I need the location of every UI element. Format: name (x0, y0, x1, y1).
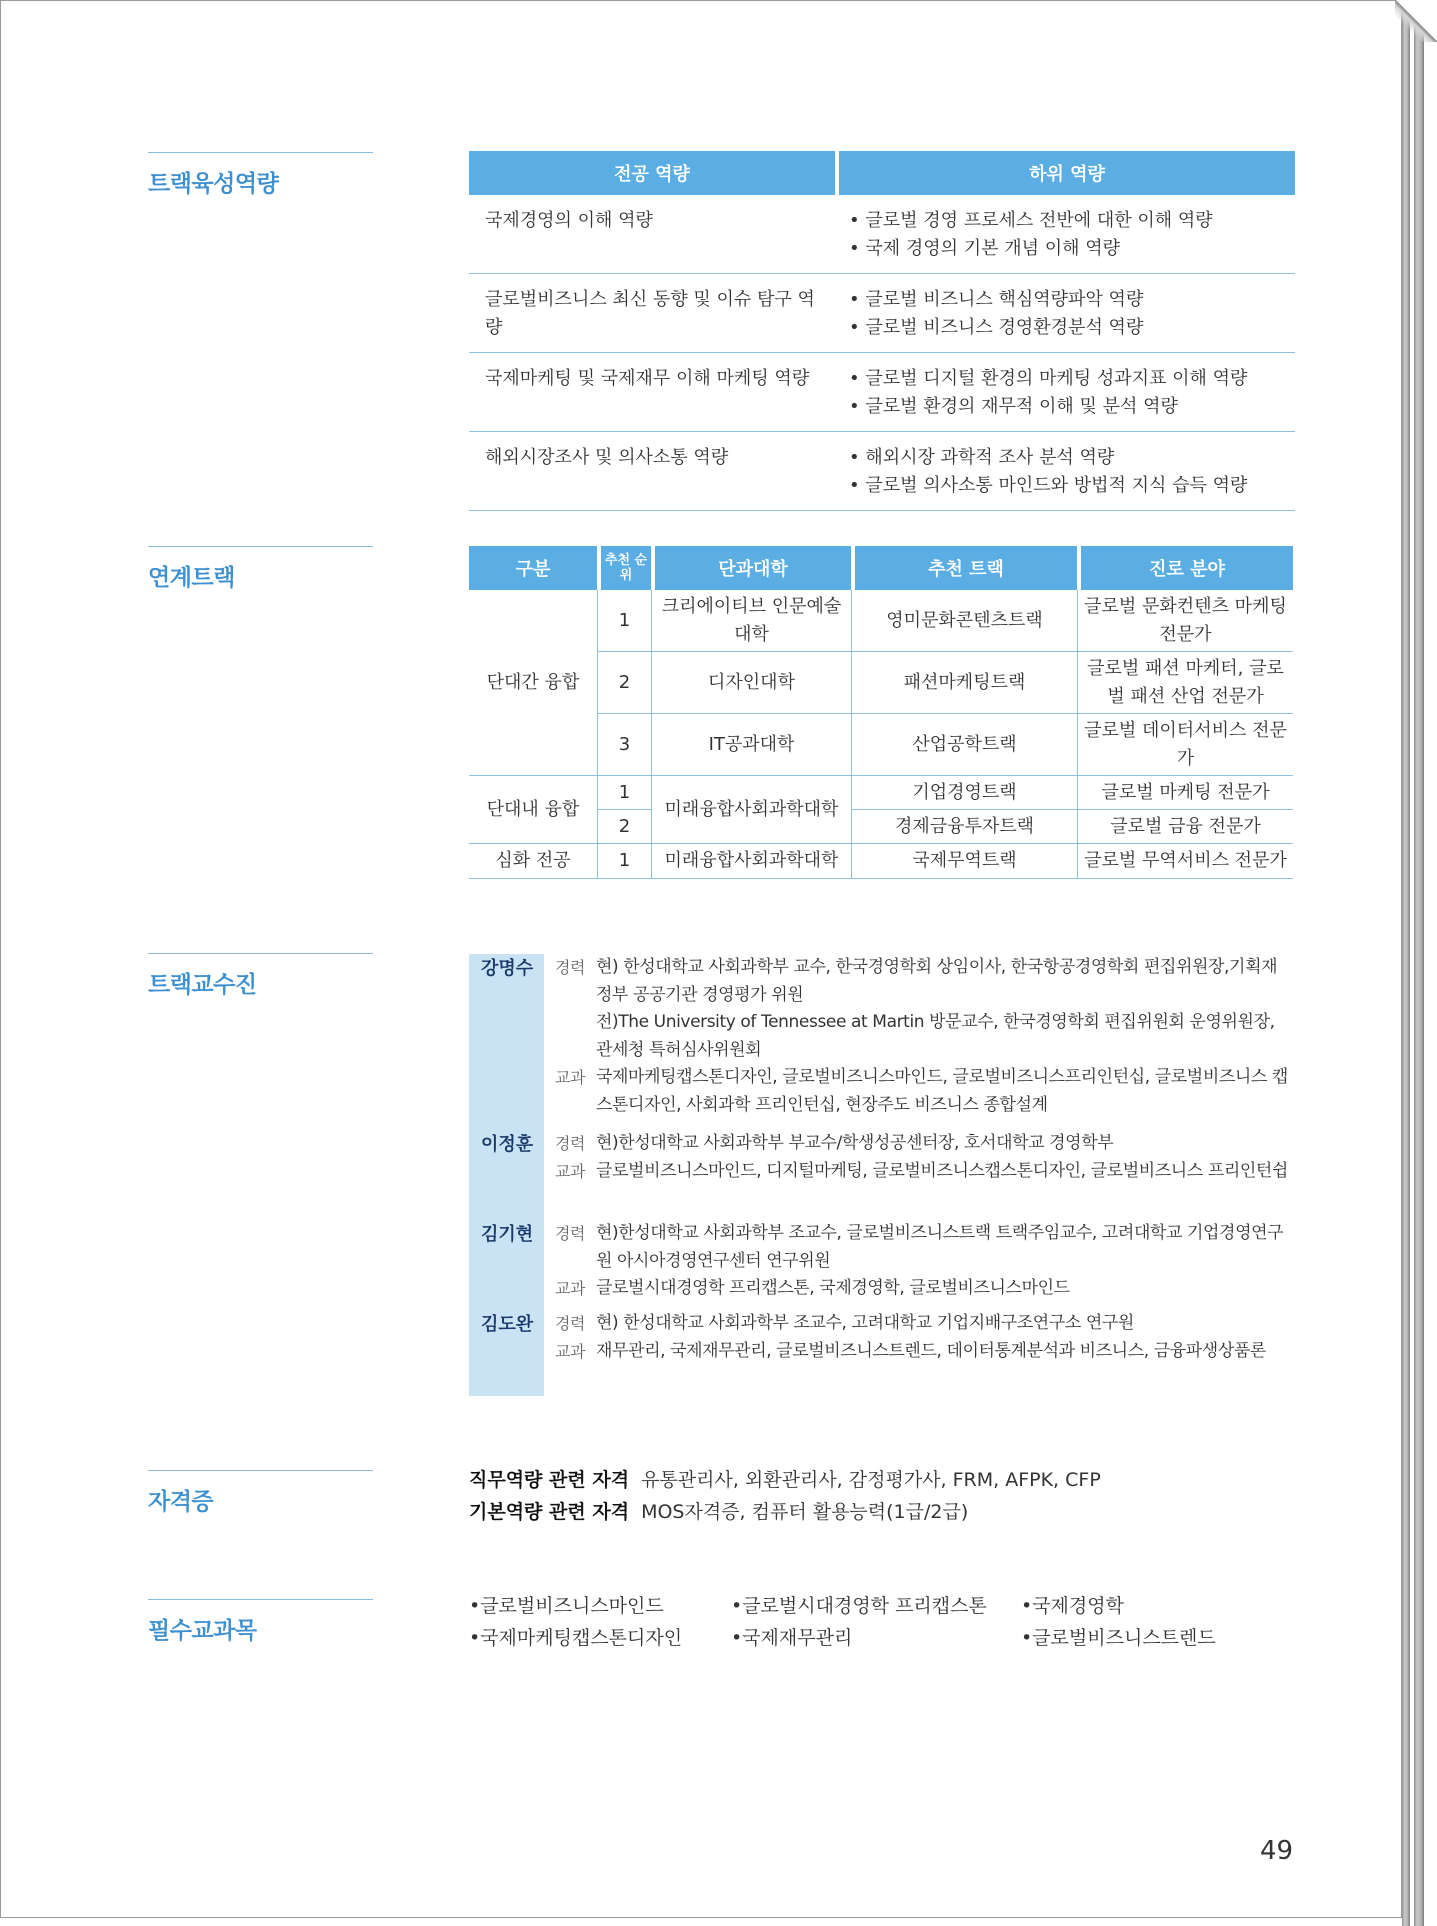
rank-cell: 1 (597, 844, 651, 879)
required-course: •글로벌비즈니스트렌드 (1021, 1627, 1216, 1649)
linked-track-table (469, 546, 1293, 879)
rank-cell: 3 (597, 714, 651, 776)
sub-competencies (839, 353, 1295, 432)
certificate-row (469, 1496, 1101, 1528)
certificate-value: MOS자격증, 컴퓨터 활용능력(1급/2급) (641, 1501, 969, 1523)
group-cell: 단대간 융합 (469, 590, 597, 776)
career-text: 현) 한성대학교 사회과학부 조교수, 고려대학교 기업지배구조연구소 연구원 (596, 1313, 1134, 1333)
section-label-competency: 트랙육성역량 (148, 152, 373, 198)
course-text: 재무관리, 국제재무관리, 글로벌비즈니스트렌드, 데이터통계분석과 비즈니스, 금융파생상품론 (596, 1340, 1266, 1361)
required-course: •국제마케팅캡스톤디자인 (469, 1627, 683, 1649)
section-label-certificates: 자격증 (148, 1470, 373, 1516)
college-cell: 디자인대학 (651, 652, 851, 714)
page-edge (1402, 0, 1410, 1926)
major-competency: 해외시장조사 및 의사소통 역량 (469, 432, 839, 511)
required-course: •국제재무관리 (731, 1627, 853, 1649)
page-corner (1395, 0, 1437, 42)
professor-entry (469, 1220, 1289, 1303)
table-header: 구분 (469, 546, 597, 590)
certificate-list (469, 1464, 1101, 1528)
sub-competencies (839, 432, 1295, 511)
career-cell: 글로벌 마케팅 전문가 (1077, 776, 1293, 810)
sub-competency: • 글로벌 비즈니스 핵심역량파악 역량 (849, 286, 1283, 314)
course-tag: 교과 (555, 1279, 586, 1298)
section-label-professors: 트랙교수진 (148, 953, 373, 999)
table-row (469, 432, 1295, 511)
course-text: 국제마케팅캡스톤디자인, 글로벌비즈니스마인드, 글로벌비즈니스프리인턴십, 글로벌비즈니스 캡스톤디자인, 사회과학 프리인턴십, 현장주도 비즈니스 종합설계 (596, 1067, 1288, 1115)
college-cell: 미래융합사회과학대학 (651, 776, 851, 844)
sub-competency: • 글로벌 경영 프로세스 전반에 대한 이해 역량 (849, 207, 1283, 235)
certificate-label: 직무역량 관련 자격 (469, 1469, 630, 1491)
page-number: 49 (1260, 1836, 1294, 1866)
college-cell: 크리에이티브 인문예술대학 (651, 590, 851, 652)
career-tag: 경력 (555, 1224, 586, 1243)
table-row (469, 776, 1293, 810)
table-header: 진로 분야 (1077, 546, 1293, 590)
professor-name: 김도완 (481, 1314, 534, 1335)
certificate-label: 기본역량 관련 자격 (469, 1501, 630, 1523)
career-text: 현)한성대학교 사회과학부 조교수, 글로벌비즈니스트랙 트랙주임교수, 고려대학교 기업경영연구원 아시아경영연구센터 연구위원 (596, 1223, 1284, 1271)
course-tag: 교과 (555, 1068, 586, 1087)
sub-competency: • 국제 경영의 기본 개념 이해 역량 (849, 235, 1283, 263)
sub-competency: • 글로벌 비즈니스 경영환경분석 역량 (849, 314, 1283, 342)
rank-cell: 2 (597, 810, 651, 844)
course-text: 글로벌비즈니스마인드, 디지털마케팅, 글로벌비즈니스캡스톤디자인, 글로벌비즈니스 프리인턴쉽 (596, 1160, 1288, 1181)
table-row (469, 353, 1295, 432)
section-label-required: 필수교과목 (148, 1599, 373, 1645)
career-cell: 글로벌 패션 마케터, 글로벌 패션 산업 전문가 (1077, 652, 1293, 714)
sub-competencies (839, 274, 1295, 353)
major-competency: 글로벌비즈니스 최신 동향 및 이슈 탐구 역량 (469, 274, 839, 353)
table-header: 하위 역량 (839, 151, 1295, 195)
required-course: •국제경영학 (1021, 1595, 1124, 1617)
table-header: 추천 순위 (597, 546, 651, 590)
table-header: 단과대학 (651, 546, 851, 590)
college-cell: IT공과대학 (651, 714, 851, 776)
career-tag: 경력 (555, 958, 586, 977)
table-header: 추천 트랙 (851, 546, 1077, 590)
career-cell: 글로벌 데이터서비스 전문가 (1077, 714, 1293, 776)
sub-competencies (839, 195, 1295, 274)
table-row (469, 590, 1293, 652)
career-cell: 글로벌 문화컨텐츠 마케팅 전문가 (1077, 590, 1293, 652)
table-row (469, 195, 1295, 274)
career-text: 현)한성대학교 사회과학부 부교수/학생성공센터장, 호서대학교 경영학부 (596, 1133, 1114, 1153)
section-label-linked: 연계트랙 (148, 546, 373, 592)
career-tag: 경력 (555, 1314, 586, 1333)
college-cell: 미래융합사회과학대학 (651, 844, 851, 879)
career-cell: 글로벌 금융 전문가 (1077, 810, 1293, 844)
track-cell: 패션마케팅트랙 (851, 652, 1077, 714)
career-text: 전)The University of Tennessee at Martin 방문교수, 한국경영학회 편집위원회 운영위원장, 관세청 특허심사위원회 (596, 1012, 1275, 1060)
professor-name: 강명수 (481, 958, 534, 979)
rank-cell: 2 (597, 652, 651, 714)
rank-cell: 1 (597, 776, 651, 810)
sub-competency: • 글로벌 디지털 환경의 마케팅 성과지표 이해 역량 (849, 365, 1283, 393)
track-cell: 기업경영트랙 (851, 776, 1077, 810)
career-text: 현) 한성대학교 사회과학부 교수, 한국경영학회 상임이사, 한국항공경영학회 편집위원장,기획재정부 공공기관 경영평가 위원 (596, 957, 1278, 1005)
certificate-value: 유통관리사, 외환관리사, 감정평가사, FRM, AFPK, CFP (641, 1469, 1101, 1491)
sub-competency: • 글로벌 환경의 재무적 이해 및 분석 역량 (849, 393, 1283, 421)
professor-name: 이정훈 (481, 1134, 534, 1155)
course-tag: 교과 (555, 1161, 586, 1181)
professor-entry (469, 1310, 1289, 1365)
track-cell: 국제무역트랙 (851, 844, 1077, 879)
table-header: 전공 역량 (469, 151, 839, 195)
major-competency: 국제마케팅 및 국제재무 이해 마케팅 역량 (469, 353, 839, 432)
group-cell: 단대내 융합 (469, 776, 597, 844)
professor-entry (469, 1130, 1289, 1185)
track-cell: 경제금융투자트랙 (851, 810, 1077, 844)
professor-list (469, 954, 1289, 1396)
professor-entry (469, 954, 1289, 1119)
required-course: •글로벌시대경영학 프리캡스톤 (731, 1595, 987, 1617)
certificate-row (469, 1464, 1101, 1496)
professor-name: 김기현 (481, 1224, 534, 1245)
major-competency: 국제경영의 이해 역량 (469, 195, 839, 274)
table-row (469, 844, 1293, 879)
competency-table (469, 151, 1295, 511)
table-row (469, 274, 1295, 353)
course-tag: 교과 (555, 1341, 586, 1361)
track-cell: 산업공학트랙 (851, 714, 1077, 776)
sub-competency: • 해외시장 과학적 조사 분석 역량 (849, 444, 1283, 472)
career-tag: 경력 (555, 1134, 586, 1153)
track-cell: 영미문화콘텐츠트랙 (851, 590, 1077, 652)
page-edge (1414, 0, 1424, 1926)
sub-competency: • 글로벌 의사소통 마인드와 방법적 지식 습득 역량 (849, 472, 1283, 500)
career-cell: 글로벌 무역서비스 전문가 (1077, 844, 1293, 879)
rank-cell: 1 (597, 590, 651, 652)
required-course: •글로벌비즈니스마인드 (469, 1595, 664, 1617)
group-cell: 심화 전공 (469, 844, 597, 879)
course-text: 글로벌시대경영학 프리캡스톤, 국제경영학, 글로벌비즈니스마인드 (596, 1278, 1070, 1298)
